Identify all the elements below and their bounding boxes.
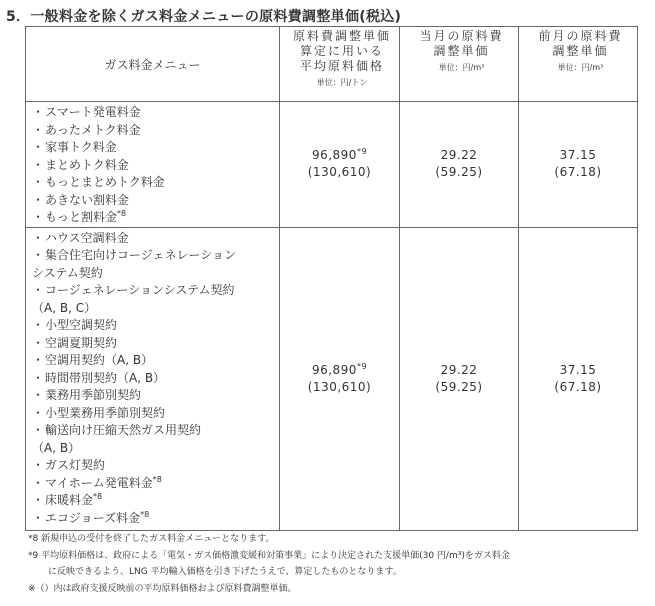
- avg-price-cell-group1: [280, 102, 400, 228]
- menu-item-label: 小型業務用季節別契約: [45, 405, 166, 420]
- footnote-8: *8 新規申込の受付を終了したガス料金メニューとなります。: [28, 534, 275, 544]
- table-row: [26, 227, 638, 530]
- bullet-dot: ・: [32, 370, 45, 385]
- bullet-dot: ・: [32, 353, 45, 367]
- bullet-dot: ・: [32, 192, 45, 207]
- menu-item-label: 空調夏期契約: [45, 335, 118, 350]
- footnote-9: *9 平均原料価格は、政府による「電気・ガス価格激変緩和対策事業」により決定された支援単価(30 円/m³)をガス料金: [28, 550, 510, 561]
- avg-price-before-support: (130,610): [307, 379, 372, 394]
- menu-item: [32, 247, 279, 265]
- menu-list-group1: [26, 102, 280, 228]
- menu-list-group2: [26, 227, 280, 530]
- menu-item: [32, 174, 279, 192]
- menu-item: [32, 139, 279, 157]
- menu-item-label: 床暖料金: [45, 493, 94, 507]
- header-this-month-line2: 調整単価: [433, 44, 490, 58]
- bullet-dot: ・: [32, 105, 45, 119]
- bullet-dot: ・: [32, 510, 45, 525]
- menu-item: [32, 335, 279, 353]
- gas-menu-adjustment-table: [25, 26, 638, 531]
- menu-item-label: 小型空調契約: [45, 318, 118, 332]
- menu-item: [32, 157, 279, 175]
- header-avg-price: [280, 27, 400, 102]
- avg-price-before-support: (130,610): [307, 165, 372, 180]
- menu-item-label: 空調用契約（A, B）: [45, 353, 154, 367]
- menu-item-label: 業務用季節別契約: [45, 388, 142, 402]
- header-this-month: [400, 27, 519, 102]
- this-month-value: 29.22: [440, 362, 478, 377]
- menu-item: [32, 104, 279, 122]
- bullet-dot: ・: [32, 335, 45, 350]
- menu-item: [32, 510, 279, 528]
- menu-item-label: まとめトク料金: [45, 157, 129, 172]
- footnote-paren: ※（）内は政府支援反映前の平均原料価格および原料費調整単価。: [28, 583, 297, 594]
- header-avg-price-unit: 単位：円/トン: [316, 78, 368, 87]
- prev-month-value: 37.15: [559, 148, 597, 163]
- menu-item-label: 家事トク料金: [45, 140, 117, 154]
- menu-item: [32, 457, 279, 475]
- menu-item-continuation: （A, B, C）: [32, 300, 97, 315]
- menu-item-label: あったメトク料金: [45, 122, 141, 137]
- bullet-dot: ・: [32, 175, 45, 189]
- bullet-dot: ・: [32, 230, 45, 245]
- page-title: 5．一般料金を除くガス料金メニューの原料費調整単価(税込): [6, 9, 402, 25]
- prev-month-before-support: (67.18): [554, 165, 602, 180]
- table-row: [26, 102, 638, 228]
- menu-item-label: ハウス空調料金: [45, 230, 129, 245]
- header-prev-month: [519, 27, 638, 102]
- menu-item: [32, 492, 279, 510]
- this-month-value: 29.22: [440, 148, 478, 163]
- header-menu: ガス料金メニュー: [26, 27, 280, 102]
- bullet-dot: ・: [32, 475, 45, 490]
- header-prev-month-unit: 単位：円/m³: [557, 63, 604, 72]
- menu-item-label: スマート発電料金: [45, 105, 141, 119]
- footnote-ref: *9: [356, 147, 368, 157]
- prev-month-before-support: (67.18): [554, 379, 602, 394]
- this-month-before-support: (59.25): [435, 165, 483, 180]
- bullet-dot: ・: [32, 388, 45, 402]
- menu-item: [32, 370, 279, 388]
- this-month-cell-group1: [400, 102, 519, 228]
- footnote-ref: *8: [117, 209, 127, 218]
- menu-item: [32, 209, 279, 227]
- bullet-dot: ・: [32, 210, 45, 224]
- menu-item: [32, 422, 279, 440]
- prev-month-cell-group1: [519, 102, 638, 228]
- footnote-9-cont: に反映できるよう、LNG 平均輸入価格を引き下げたうえで、算定したものとなります。: [48, 567, 402, 577]
- bullet-dot: ・: [32, 423, 45, 437]
- menu-item: [32, 282, 279, 300]
- menu-item: [32, 475, 279, 493]
- menu-item-continuation: システム契約: [32, 265, 103, 280]
- menu-item-label: エコジョーズ料金: [45, 510, 141, 525]
- menu-item: [32, 405, 279, 423]
- avg-price-cell-group2: [280, 227, 400, 530]
- bullet-dot: ・: [32, 458, 45, 472]
- menu-item: [32, 387, 279, 405]
- avg-price-value: 96,890: [311, 362, 357, 377]
- bullet-dot: ・: [32, 122, 45, 137]
- prev-month-value: 37.15: [559, 362, 597, 377]
- header-avg-price-line2: 算定に用いる: [299, 44, 384, 58]
- bullet-dot: ・: [32, 493, 45, 507]
- this-month-before-support: (59.25): [435, 379, 483, 394]
- footnotes: [28, 531, 510, 597]
- menu-item-label: 時間帯別契約（A, B）: [45, 370, 166, 385]
- menu-item-label: もっと割料金: [45, 210, 118, 224]
- menu-item-label: 輸送向け圧縮天然ガス用契約: [45, 423, 202, 437]
- menu-item: [32, 317, 279, 335]
- bullet-dot: ・: [32, 318, 45, 332]
- menu-item-label: マイホーム発電料金: [45, 475, 153, 490]
- avg-price-value: 96,890: [311, 148, 357, 163]
- bullet-dot: ・: [32, 248, 45, 262]
- header-prev-month-line1: 前月の原料費: [538, 29, 623, 43]
- menu-item-label: 集合住宅向けコージェネレーション: [45, 248, 237, 262]
- prev-month-cell-group2: [519, 227, 638, 530]
- footnote-ref: *8: [152, 474, 162, 484]
- bullet-dot: ・: [32, 140, 45, 154]
- bullet-dot: ・: [32, 283, 45, 297]
- footnote-ref: *9: [356, 361, 368, 371]
- bullet-dot: ・: [32, 157, 45, 172]
- header-avg-price-line3: 平均原料価格: [299, 59, 384, 73]
- menu-item: [32, 230, 279, 248]
- footnote-ref: *8: [93, 492, 103, 501]
- header-avg-price-line1: 原料費調整単価: [292, 29, 391, 43]
- menu-item: [32, 192, 279, 210]
- menu-item-label: コージェネレーションシステム契約: [45, 283, 235, 297]
- this-month-cell-group2: [400, 227, 519, 530]
- menu-item-label: あきない割料金: [45, 192, 130, 207]
- header-prev-month-line2: 調整単価: [552, 44, 609, 58]
- menu-item-label: ガス灯契約: [45, 458, 106, 472]
- header-this-month-line1: 当月の原料費: [419, 29, 504, 43]
- menu-item-continuation: （A, B）: [32, 440, 81, 455]
- menu-item: [32, 122, 279, 140]
- menu-item-label: もっとまとめトク料金: [45, 175, 165, 189]
- footnote-ref: *8: [140, 509, 150, 519]
- menu-item: [32, 352, 279, 370]
- header-this-month-unit: 単位：円/m³: [438, 63, 485, 72]
- bullet-dot: ・: [32, 405, 45, 420]
